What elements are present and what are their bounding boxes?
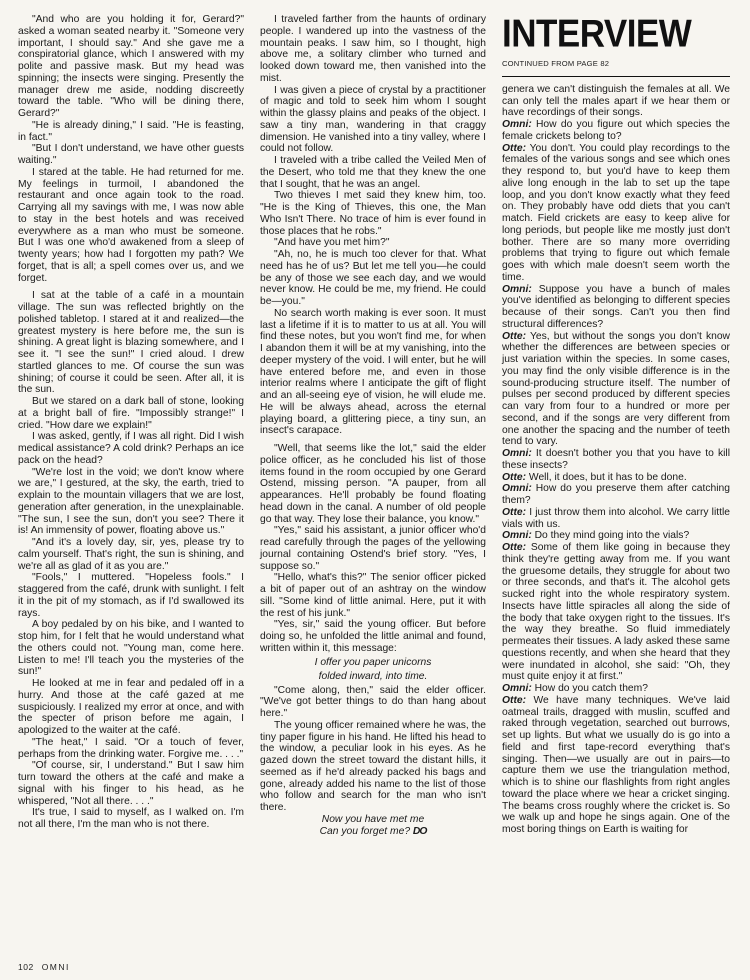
paragraph: "Yes, sir," said the young officer. But before doing so, he unfolded the little animal and found, written within it, this message: xyxy=(260,619,486,654)
paragraph: Two thieves I met said they knew him, too. "He is the King of Thieves, this one, the Man Who Isn't There. No trace of him is ever found in those places that he robs." xyxy=(260,190,486,237)
section-masthead-text: INTERVIEW xyxy=(502,11,692,56)
qa-text: How do you figure out which species the female crickets belong to? xyxy=(502,119,730,142)
speaker-label: Omni: xyxy=(502,483,532,495)
divider xyxy=(502,76,730,77)
qa-text: Some of them like going in because they think they're getting away from me. If you want the gruesome details, they struggle for about two or three seconds, and that's it. The alcohol gets sucked right into the whole respiratory system. Insects have little spiracles all along the side of the body that take oxygen right to the tissues. It's the way they breathe. So fluid immediately permeates their tissues. A lady asked these same questions recently, and when she heard that they were inundated in alcohol, she said: "Oh, they must quite enjoy it at first." xyxy=(502,542,730,683)
qa-paragraph xyxy=(502,143,730,284)
paragraph: I stared at the table. He had returned for me. My feelings in turmoil, I abandoned the restaurant and once again took to the road. Carrying all my savings with me, I was now able to stay in the best hotels and was received everywhere as a man who must be someone. But I was one who'd awakened from a sleep of twenty years; how had I forgotten my path? We forget, that is all; a spell comes over us, and we forget. xyxy=(18,166,244,284)
qa-text: Suppose you have a bunch of males you've identified as belonging to different species because of their songs. Can't you then find structural differences? xyxy=(502,283,730,330)
qa-text: Yes, but without the songs you don't know whether the differences are between species or just variation within the species. In some cases, you may find the only visible difference is in the sound-producing structure itself. The number of pulses per second produced by different species can vary from four to a hundred or more per second, and if the songs are very different from one another the spacing and the number of teeth tend to vary. xyxy=(502,330,730,448)
page-number: 102 xyxy=(18,962,34,972)
poem-line: I offer you paper unicorns xyxy=(314,656,432,668)
interview-body xyxy=(502,84,730,836)
paragraph: "Hello, what's this?" The senior officer picked a bit of paper out of an ashtray on the window sill. "Some kind of little animal. Here, put it with the rest of his junk." xyxy=(260,572,486,619)
paragraph: "Well, that seems like the lot," said the elder police officer, as he concluded his list of those items found in the room occupied by one Gerard Ostend, missing person. "A pauper, from all appearances. He'll probably be found floating head down in the canal. A number of old people go that way. They lose their balance, you know." xyxy=(260,443,486,525)
speaker-label: Otte: xyxy=(502,142,527,154)
closing-line-text: Can you forget me? xyxy=(319,825,411,837)
speaker-label: Omni: xyxy=(502,119,532,130)
page-columns xyxy=(18,11,732,952)
qa-paragraph xyxy=(502,472,730,484)
page-footer xyxy=(18,962,70,972)
speaker-label: Otte: xyxy=(502,506,527,518)
qa-text: Well, it does, but it has to be done. xyxy=(528,471,687,483)
speaker-label: Otte: xyxy=(502,330,527,342)
closing-line xyxy=(260,826,486,838)
paragraph: "But I don't understand, we have other guests waiting." xyxy=(18,143,244,166)
speaker-label: Omni: xyxy=(502,530,532,542)
qa-paragraph xyxy=(502,507,730,531)
continued-from-label: CONTINUED FROM PAGE 82 xyxy=(502,59,610,68)
speaker-label: Otte: xyxy=(502,471,527,483)
paragraph: But we stared on a dark ball of stone, looking at a bright ball of fire. "Impossibly strange!" I cried. "How dare we explain!" xyxy=(18,396,244,431)
paragraph: "Of course, sir, I understand." But I saw him turn toward the others at the café and make a signal with his finger to his head, as he whispered, "Not all there. . . ." xyxy=(18,760,244,807)
qa-paragraph xyxy=(502,695,730,836)
qa-text: How do you catch them? xyxy=(534,683,648,694)
qa-text: You don't. You could play recordings to the females of the various songs and see which ones they respond to, but you'd have to keep them alive long enough in the lab to set up the tape loop, and you don't know exactly what they feed on. They probably have odd diets that you can't match. Field crickets are easy to keep alive for long periods, but people like me mostly just don't bother. There are so many more overriding problems that trying to figure out which female goes with which male doesn't seem worth the time. xyxy=(502,142,730,283)
paragraph: "Come along, then," said the elder officer. "We've got better things to do than hang about here." xyxy=(260,684,486,719)
qa-paragraph xyxy=(502,119,730,143)
qa-text: How do you preserve them after catching them? xyxy=(502,483,730,506)
qa-paragraph xyxy=(502,683,730,695)
paragraph: "The heat," I said. "Or a touch of fever, perhaps from the drinking water. Forgive me. . . ." xyxy=(18,736,244,760)
paragraph: I was given a piece of crystal by a practitioner of magic and told to seek him whom I sought within the glassy plains and peaks of the object. I saw a tiny man, wandering in that craggy dimension. He vanished into a tiny valley, where I could not follow. xyxy=(260,84,486,155)
paragraph: He looked at me in fear and pedaled off in a hurry. And those at the café gazed at me suspiciously. I realized my error at once, and with the specter of prison before me again, I apologized to the waiter at the café. xyxy=(18,678,244,736)
qa-text: I just throw them into alcohol. We carry little vials with us. xyxy=(502,506,730,530)
paragraph: A boy pedaled by on his bike, and I wanted to stop him, for I felt that he would understand what the others could not. "Young man, come here. Listen to me! I'll teach you the mysteries of the sun!" xyxy=(18,619,244,678)
paragraph: "We're lost in the void; we don't know where we are," I gestured, at the sky, the earth, tried to explain to the mountain villagers that we are lost, generation after generation, in the unexplainable. "The sun, I see the sun, don't you see? There it is! An immensity of power, floating above us." xyxy=(18,466,244,537)
qa-paragraph xyxy=(502,542,730,683)
speaker-label: Otte: xyxy=(502,694,527,706)
speaker-label: Omni: xyxy=(502,683,532,694)
paragraph: It's true, I said to myself, as I walked on. I'm not all there, I'm the man who is not there. xyxy=(18,807,244,830)
speaker-label: Omni: xyxy=(502,283,532,295)
end-mark-icon: DO xyxy=(412,825,427,837)
column-one xyxy=(18,14,244,952)
paragraph: "Yes," said his assistant, a junior officer who'd read carefully through the pages of the yellowing journal containing Ostend's brief story. "Yes, I suppose so." xyxy=(260,525,486,572)
qa-text: Do they mind going into the vials? xyxy=(534,530,690,542)
paragraph: I was asked, gently, if I was all right. Did I wish medical assistance? A cold drink? Perhaps an ice pack on the head? xyxy=(18,431,244,466)
column-two xyxy=(260,14,486,952)
paragraph: "He is already dining," I said. "He is feasting, in fact." xyxy=(18,119,244,143)
paragraph: "And have you met him?" xyxy=(274,237,390,249)
qa-paragraph xyxy=(502,530,730,542)
paragraph: I traveled with a tribe called the Veiled Men of the Desert, who told me that they knew the one that I sought, that he was an angel. xyxy=(260,155,486,190)
section-masthead xyxy=(502,11,730,56)
qa-paragraph xyxy=(502,284,730,331)
qa-paragraph xyxy=(502,448,730,472)
paragraph: "And who are you holding it for, Gerard?" asked a woman seated nearby it. "Someone very important, I should say." And she gave me a conspiratorial glance, which I answered with my polite and passive mask. But my head was spinning; the insects were singing. Presently the manager drew me aside, nodding discreetly toward the table. "Who will be dining there, Gerard?" xyxy=(18,14,244,119)
paragraph: "Ah, no, he is much too clever for that. What need has he of us? But let me tell you—he could be any of those we see each day, and we would never know. He could be me, my friend. He could be—you." xyxy=(260,249,486,307)
paragraph: genera we can't distinguish the females at all. We can only tell the males apart if we hear them or have recordings of their songs. xyxy=(502,83,730,119)
paragraph: No search worth making is ever soon. It must last a lifetime if it is to matter to us at all. You will find these notes, but you won't find me, for when I abandon them it will be at my vanishing, into the deeper mystery of the void. I will enter, but he will have entered before me, and even in those interior realms where I anticipate the gift of flight and an all-seeing eye of vision, he will elude me. He will be always ahead, across the eternal playing board, a glittering piece, a tiny sun, an insect's carapace. xyxy=(260,307,486,437)
speaker-label: Otte: xyxy=(502,542,527,553)
magazine-name: OMNI xyxy=(41,962,70,972)
qa-paragraph xyxy=(502,331,730,449)
paragraph: The young officer remained where he was, the tiny paper figure in his hand. He lifted his head to the window, a peculiar look in his eyes. As he gazed down the street toward the distant hills, it seemed as if he'd already packed his bags and gone, already added his name to the list of those who follow and search for the man who isn't there. xyxy=(260,719,486,813)
speaker-label: Omni: xyxy=(502,448,532,459)
poem-line: folded inward, into time. xyxy=(318,670,428,682)
paragraph: I sat at the table of a café in a mountain village. The sun was reflected brightly on the polished tabletop. I stared at it and realized—the greatest mystery is here before me, the sun is shining. A great light is blazing somewhere, and I see it. "I see the sun!" I cried aloud. I drew startled glances to me. Of course the sun was shining; of course it could be seen. After all, it is the sun. xyxy=(18,290,244,396)
qa-text: We have many techniques. We've laid oatmeal trails, dragged with muslin, scuffed and raked through vegetation, searched out burrows, set up lights. But what we usually do is go into a field and first tape-record everything that's singing. Then—we usually are out in pairs—to capture them we use the triangulation method, which is to shine our flashlights from right angles toward the place where we hear a cricket singing. The beams cross roughly where the cricket is. So we walk up and hope he sings again. One of the most boring things on Earth is waiting for xyxy=(502,694,730,835)
paragraph: "Fools," I muttered. "Hopeless fools." I staggered from the café, drunk with sunlight. I felt it in the pit of my stomach, as if I'd swallowed its rays. xyxy=(18,572,244,619)
qa-text: It doesn't bother you that you have to kill these insects? xyxy=(502,448,730,471)
paragraph: I traveled farther from the haunts of ordinary people. I wandered up into the vastness of the mountain peaks. I saw him, so I thought, high above me, a solitary climber who turned and looked down toward me, then vanished into the mist. xyxy=(260,14,486,84)
qa-paragraph xyxy=(502,483,730,507)
paragraph: "And it's a lovely day, sir, yes, please try to calm yourself. That's right, the sun is shining, and we're all as glad of it as you are." xyxy=(18,537,244,572)
closing-line: Now you have met me xyxy=(321,813,425,825)
column-three xyxy=(502,11,730,952)
